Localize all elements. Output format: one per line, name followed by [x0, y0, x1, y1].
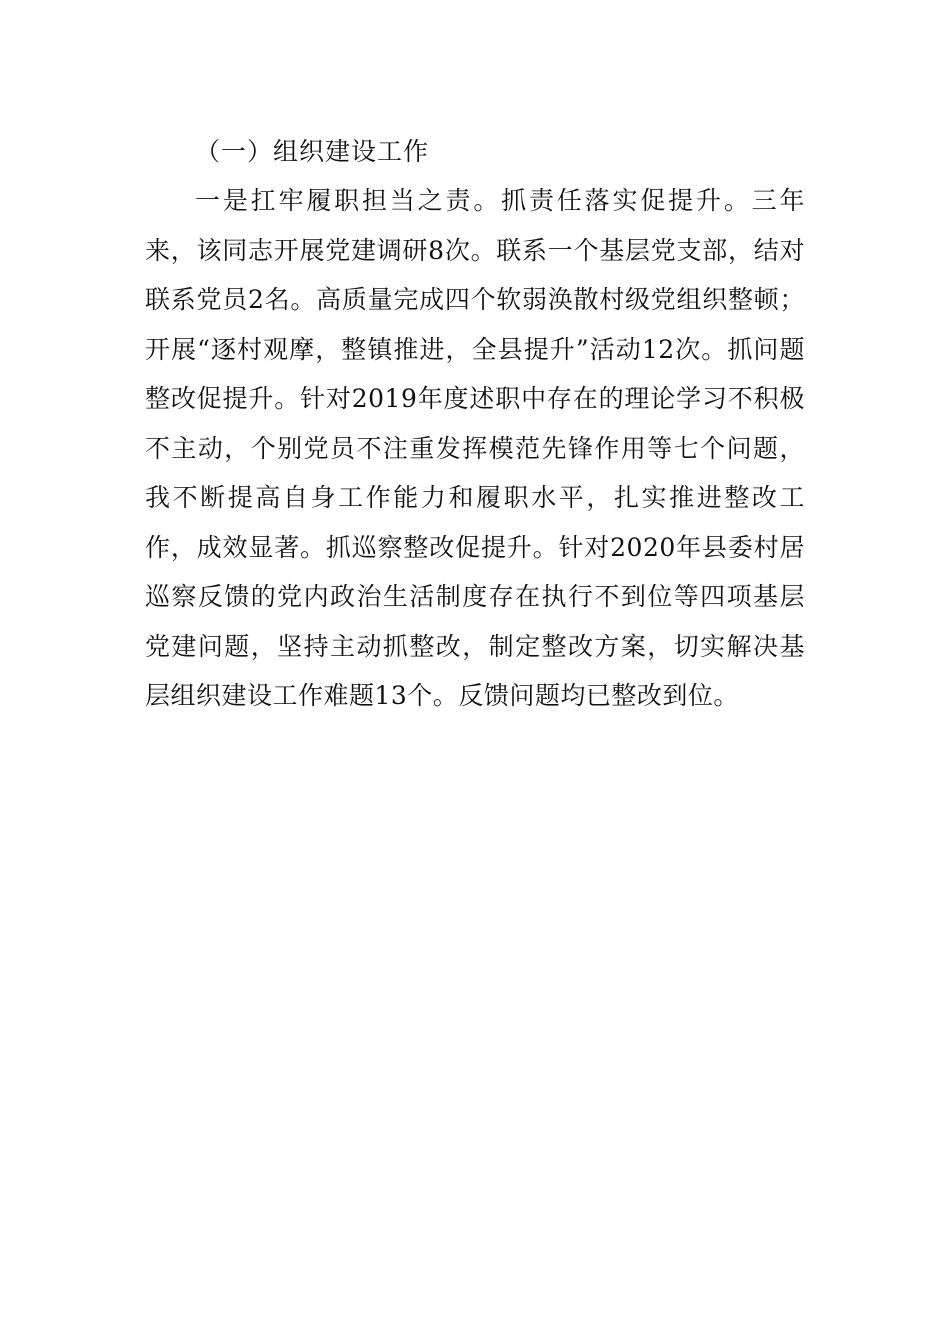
body-paragraph: 一是扛牢履职担当之责。抓责任落实促提升。三年来，该同志开展党建调研8次。联系一个基层党支部，结对联系党员2名。高质量完成四个软弱涣散村级党组织整顿；开展“逐村观摩，整镇推进，全县提升”活动12次。抓问题整改促提升。针对2019年度述职中存在的理论学习不积极不主动，个别党员不注重发挥模范先锋作用等七个问题，我不断提高自身工作能力和履职水平，扎实推进整改工作，成效显著。抓巡察整改促提升。针对2020年县委村居巡察反馈的党内政治生活制度存在执行不到位等四项基层党建问题，坚持主动抓整改，制定整改方案，切实解决基层组织建设工作难题13个。反馈问题均已整改到位。	[145, 186, 805, 710]
document-content	[145, 128, 805, 721]
section-heading: （一）组织建设工作	[195, 137, 430, 166]
